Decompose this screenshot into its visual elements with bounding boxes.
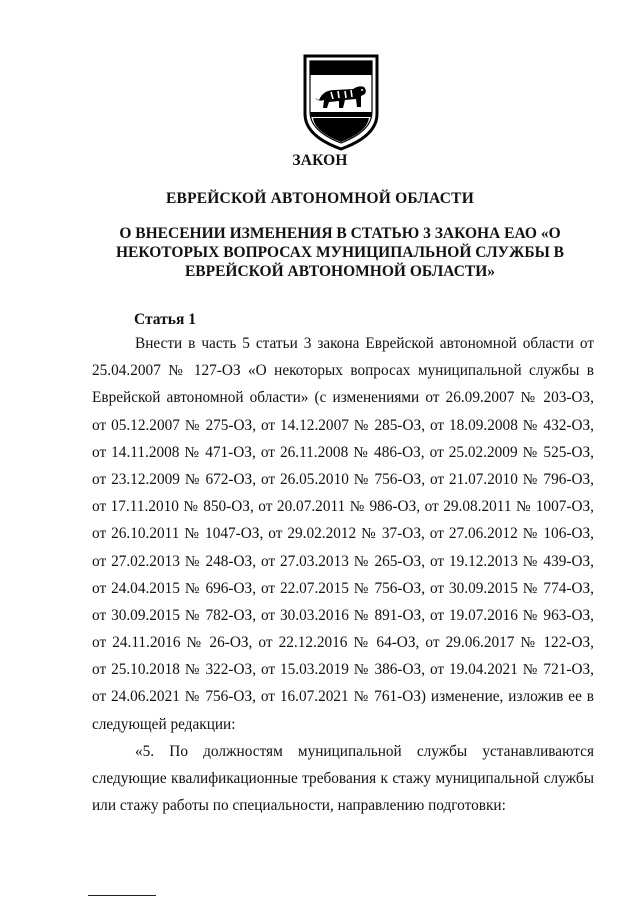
paragraph-line: от 05.12.2007 № 275-ОЗ, от 14.12.2007 № 285-ОЗ, от 18.09.2008 № 432-ОЗ, <box>92 416 594 434</box>
paragraph-line: от 24.06.2021 № 756-ОЗ, от 16.07.2021 № 761-ОЗ) изменение, изложив ее в <box>92 688 594 706</box>
paragraph-line: «5. По должностям муниципальной службы устанавливаются <box>135 742 594 760</box>
paragraph-line: от 25.10.2018 № 322-ОЗ, от 15.03.2019 № 386-ОЗ, от 19.04.2021 № 721-ОЗ, <box>92 661 594 679</box>
paragraph-line: или стажу работы по специальности, направлению подготовки: <box>92 797 506 815</box>
subtitle-line: О ВНЕСЕНИИ ИЗМЕНЕНИЯ В СТАТЬЮ 3 ЗАКОНА ЕАО «О <box>119 225 561 242</box>
paragraph-line: следующей редакции: <box>92 715 236 733</box>
paragraph-line: от 24.11.2016 № 26-ОЗ, от 22.12.2016 № 64-ОЗ, от 29.06.2017 № 122-ОЗ, <box>92 634 594 652</box>
paragraph-line: от 17.11.2010 № 850-ОЗ, от 20.07.2011 № 986-ОЗ, от 29.08.2011 № 1007-ОЗ, <box>92 498 594 516</box>
article-heading: Статья 1 <box>134 311 196 328</box>
paragraph-line: от 30.09.2015 № 782-ОЗ, от 30.03.2016 № 891-ОЗ, от 19.07.2016 № 963-ОЗ, <box>92 606 594 624</box>
region-name: ЕВРЕЙСКОЙ АВТОНОМНОЙ ОБЛАСТИ <box>166 190 474 207</box>
footnote-divider <box>88 895 156 896</box>
coat-of-arms-tiger-icon <box>301 52 381 152</box>
paragraph-line: Внести в часть 5 статьи 3 закона Еврейской автономной области от <box>135 335 594 352</box>
subtitle-line: ЕВРЕЙСКОЙ АВТОНОМНОЙ ОБЛАСТИ» <box>184 263 496 280</box>
paragraph-line: от 27.02.2013 № 248-ОЗ, от 27.03.2013 № 265-ОЗ, от 19.12.2013 № 439-ОЗ, <box>92 552 594 570</box>
law-subtitle <box>110 224 570 281</box>
paragraph-line: от 24.04.2015 № 696-ОЗ, от 22.07.2015 № 756-ОЗ, от 30.09.2015 № 774-ОЗ, <box>92 579 594 597</box>
paragraph-line: от 26.10.2011 № 1047-ОЗ, от 29.02.2012 № 37-ОЗ, от 27.06.2012 № 106-ОЗ, <box>92 525 594 543</box>
paragraph-line: Еврейской автономной области» (с изменениями от 26.09.2007 № 203-ОЗ, <box>92 389 594 407</box>
paragraph-line: от 14.11.2008 № 471-ОЗ, от 26.11.2008 № 486-ОЗ, от 25.02.2009 № 525-ОЗ, <box>92 443 594 461</box>
paragraph-line: следующие квалификационные требования к стажу муниципальной службы <box>92 770 594 787</box>
subtitle-line: НЕКОТОРЫХ ВОПРОСАХ МУНИЦИПАЛЬНОЙ СЛУЖБЫ В <box>115 244 565 261</box>
paragraph-line: 25.04.2007 № 127-ОЗ «О некоторых вопросах муниципальной службы в <box>92 362 594 380</box>
coat-of-arms-emblem <box>301 52 381 152</box>
document-title: ЗАКОН <box>292 152 348 169</box>
paragraph-line: от 23.12.2009 № 672-ОЗ, от 26.05.2010 № 756-ОЗ, от 21.07.2010 № 796-ОЗ, <box>92 470 594 488</box>
article-body <box>92 330 594 819</box>
